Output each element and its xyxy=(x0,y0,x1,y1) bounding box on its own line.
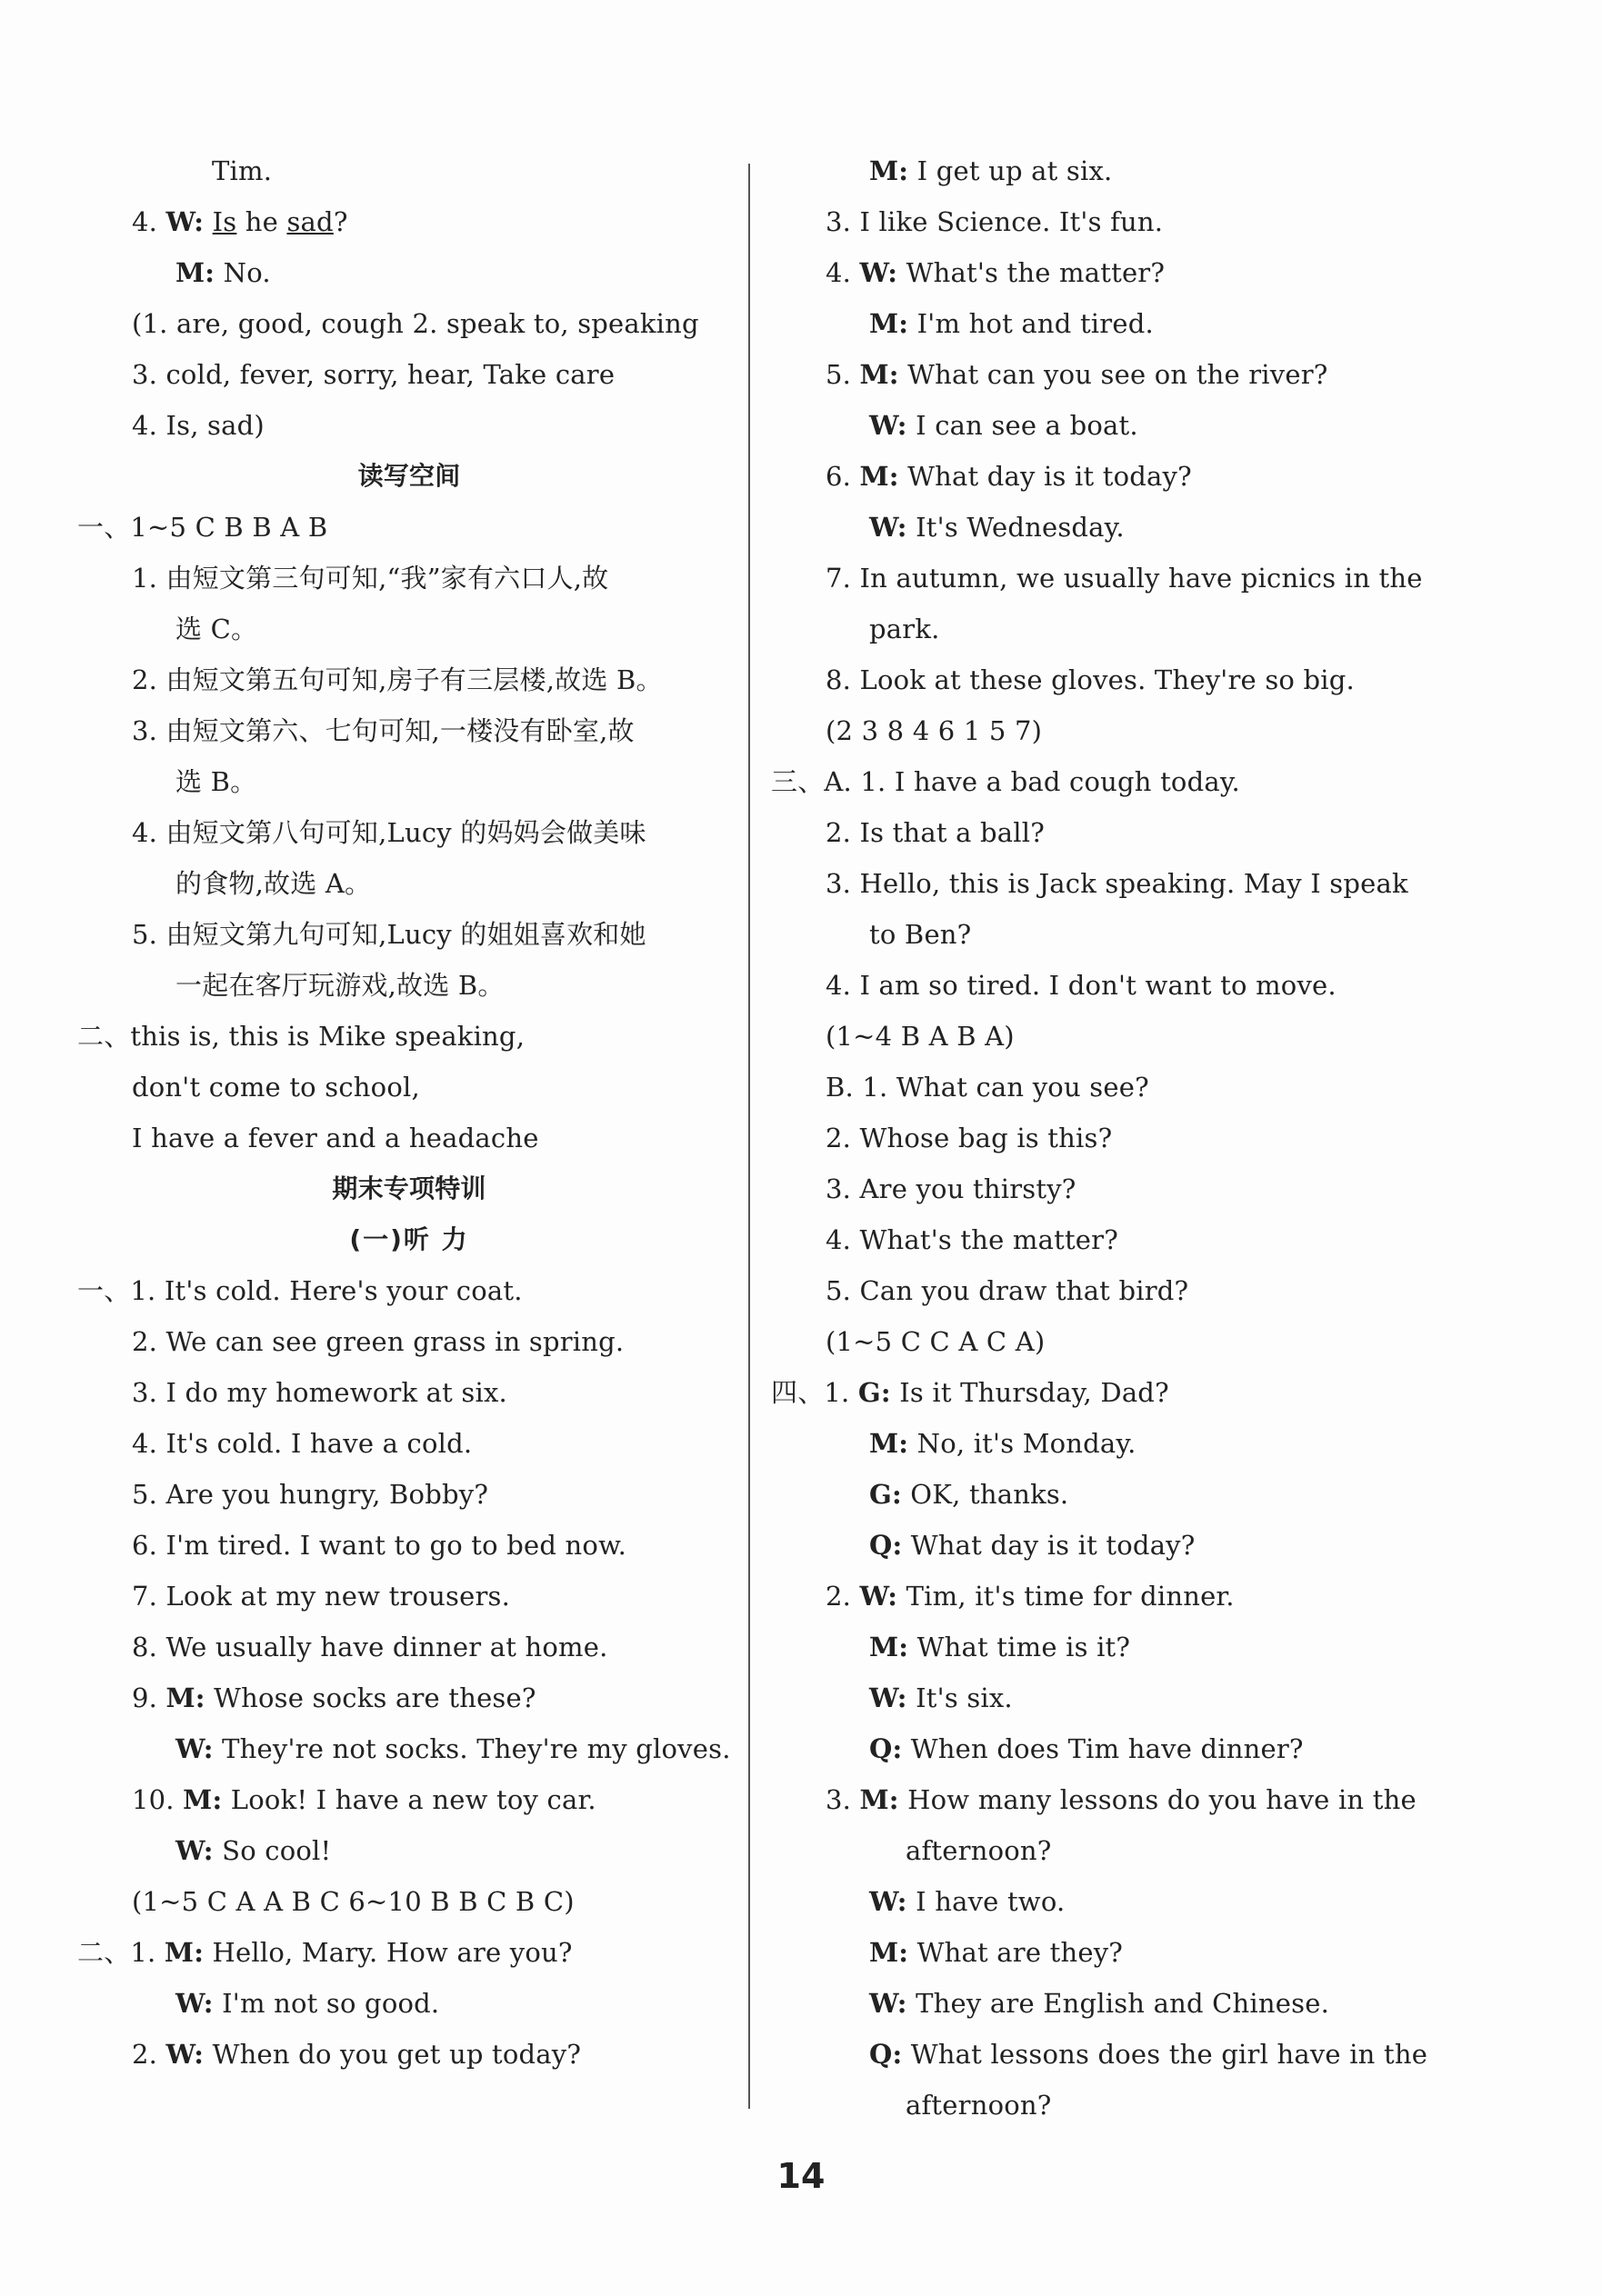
line-text: 3. Hello, this is Jack speaking. May I speak xyxy=(826,868,1408,899)
speaker-label: W: xyxy=(869,512,907,543)
speaker-label: M: xyxy=(175,257,215,288)
line-text: Look! I have a new toy car. xyxy=(230,1784,596,1815)
text-line xyxy=(77,1978,741,2029)
line-text: (1. are, good, cough 2. speak to, speaking xyxy=(132,308,699,339)
text-line xyxy=(771,1163,1462,1214)
speaker-label: M: xyxy=(869,1428,909,1459)
speaker-label: W: xyxy=(869,1682,907,1713)
speaker-label: W: xyxy=(869,1988,907,2019)
text-line xyxy=(77,1418,741,1469)
text-line xyxy=(77,1825,741,1876)
text-line xyxy=(77,1113,741,1163)
item-number: 2. xyxy=(132,2039,158,2070)
text-line xyxy=(771,1316,1462,1367)
line-text: 8. We usually have dinner at home. xyxy=(132,1632,608,1662)
line-text: don't come to school, xyxy=(132,1072,420,1103)
line-text: 4. It's cold. I have a cold. xyxy=(132,1428,473,1459)
text-line xyxy=(771,1723,1462,1774)
text-line xyxy=(771,1418,1462,1469)
section-heading xyxy=(77,1163,741,1214)
line-text: 读写空间 xyxy=(357,461,461,491)
line-text: I have two. xyxy=(916,1886,1066,1917)
item-number: 4. xyxy=(132,206,158,237)
text-line xyxy=(771,502,1462,553)
line-text: What are they? xyxy=(916,1937,1124,1968)
speaker-label: W: xyxy=(869,410,907,441)
text-line xyxy=(77,145,741,196)
line-text: afternoon? xyxy=(906,1835,1052,1866)
text-line xyxy=(771,553,1462,604)
text-line xyxy=(77,1316,741,1367)
text-line xyxy=(771,1113,1462,1163)
text-line xyxy=(771,247,1462,298)
item-number: 9. xyxy=(132,1682,158,1713)
text-line xyxy=(771,2029,1462,2080)
item-number: 2. xyxy=(826,1581,852,1612)
text-line xyxy=(77,1672,741,1723)
text-line xyxy=(77,1520,741,1571)
speaker-label: M: xyxy=(859,1784,899,1815)
right-column xyxy=(771,145,1462,2131)
line-text: No, it's Monday. xyxy=(916,1428,1136,1459)
line-text: 3. 由短文第六、七句可知,一楼没有卧室,故 xyxy=(132,715,635,746)
line-text: to Ben? xyxy=(869,919,972,950)
text-line xyxy=(77,298,741,349)
text-line xyxy=(77,1622,741,1672)
speaker-label: M: xyxy=(869,1632,909,1662)
line-text: 一、1~5 C B B A B xyxy=(77,512,328,543)
line-text: (1~4 B A B A) xyxy=(826,1021,1015,1052)
speaker-label: W: xyxy=(869,1886,907,1917)
speaker-label: W: xyxy=(859,257,898,288)
text-line xyxy=(771,1927,1462,1978)
line-text: 1. 由短文第三句可知,“我”家有六口人,故 xyxy=(132,563,609,594)
line-text: Tim, it's time for dinner. xyxy=(906,1581,1235,1612)
text-line xyxy=(77,196,741,247)
line-text: 6. I'm tired. I want to go to bed now. xyxy=(132,1530,627,1561)
line-text: afternoon? xyxy=(906,2090,1052,2121)
line-text: 2. Whose bag is this? xyxy=(826,1123,1113,1153)
column-divider xyxy=(748,164,750,2109)
text-line xyxy=(771,1672,1462,1723)
text-line xyxy=(771,451,1462,502)
text-line xyxy=(771,400,1462,451)
text-line xyxy=(771,298,1462,349)
item-number: 4. xyxy=(826,257,852,288)
section-subheading xyxy=(77,1214,741,1265)
text-line xyxy=(77,553,741,604)
text-line xyxy=(77,502,741,553)
item-number: B. xyxy=(826,1072,854,1103)
line-text: I'm hot and tired. xyxy=(916,308,1154,339)
text-line xyxy=(771,604,1462,654)
item-number: 10. xyxy=(132,1784,175,1815)
text-line xyxy=(771,960,1462,1011)
speaker-label: G: xyxy=(869,1479,902,1510)
item-number: 三、A. xyxy=(771,766,852,797)
line-text: When does Tim have dinner? xyxy=(910,1733,1304,1764)
line-text: 1. What can you see? xyxy=(862,1072,1149,1103)
line-text: 4. What's the matter? xyxy=(826,1224,1118,1255)
speaker-label: M: xyxy=(859,359,899,390)
line-text: I get up at six. xyxy=(916,155,1113,186)
text-line xyxy=(77,960,741,1011)
text-line xyxy=(77,1723,741,1774)
line-text: It's Wednesday. xyxy=(916,512,1125,543)
text-line xyxy=(77,604,741,654)
line-text: 1. I have a bad cough today. xyxy=(860,766,1240,797)
line-text: 5. 由短文第九句可知,Lucy 的姐姐喜欢和她 xyxy=(132,919,646,950)
text-line xyxy=(771,1367,1462,1418)
text-line xyxy=(771,196,1462,247)
text-line xyxy=(771,705,1462,756)
text-line xyxy=(771,756,1462,807)
line-text: They are English and Chinese. xyxy=(916,1988,1329,2019)
speaker-label: W: xyxy=(859,1581,898,1612)
text-line xyxy=(771,1622,1462,1672)
text-line xyxy=(77,2029,741,2080)
line-text: 2. Is that a ball? xyxy=(826,817,1045,848)
line-text: How many lessons do you have in the xyxy=(907,1784,1417,1815)
text-line xyxy=(77,807,741,858)
line-text: 2. We can see green grass in spring. xyxy=(132,1326,625,1357)
line-text: (一)听 力 xyxy=(349,1224,469,1254)
line-text: 3. I like Science. It's fun. xyxy=(826,206,1164,237)
speaker-label: W: xyxy=(175,1988,214,2019)
line-text: I'm not so good. xyxy=(222,1988,440,2019)
line-text: They're not socks. They're my gloves. xyxy=(222,1733,731,1764)
text-line xyxy=(771,1469,1462,1520)
text-line xyxy=(77,909,741,960)
line-text: 一、1. It's cold. Here's your coat. xyxy=(77,1275,523,1306)
text-line xyxy=(77,400,741,451)
speaker-label: M: xyxy=(859,461,899,492)
text-line xyxy=(771,1825,1462,1876)
line-text: (1~5 C C A C A) xyxy=(826,1326,1046,1357)
text-line xyxy=(77,1876,741,1927)
line-text: 的食物,故选 A。 xyxy=(175,868,372,899)
speaker-label: M: xyxy=(183,1784,223,1815)
text-line xyxy=(77,1774,741,1825)
line-text: Tim. xyxy=(212,155,273,186)
text-fragment: he xyxy=(236,206,287,237)
item-number: 5. xyxy=(826,359,852,390)
section-heading xyxy=(77,451,741,502)
text-line xyxy=(771,2080,1462,2131)
line-text: No. xyxy=(223,257,271,288)
speaker-label: Q: xyxy=(869,2039,903,2070)
line-text: When do you get up today? xyxy=(212,2039,582,2070)
text-line xyxy=(77,1571,741,1622)
text-line xyxy=(77,1062,741,1113)
text-line xyxy=(771,1011,1462,1062)
line-text: 2. 由短文第五句可知,房子有三层楼,故选 B。 xyxy=(132,664,663,695)
text-line xyxy=(771,654,1462,705)
item-number: 四、1. xyxy=(771,1377,850,1408)
line-text: 3. I do my homework at six. xyxy=(132,1377,507,1408)
text-line xyxy=(771,1978,1462,2029)
line-text: Hello, Mary. How are you? xyxy=(212,1937,573,1968)
left-column xyxy=(77,145,741,2080)
line-text: 选 C。 xyxy=(175,614,258,644)
text-line xyxy=(77,247,741,298)
line-text: What day is it today? xyxy=(910,1530,1196,1561)
text-line xyxy=(771,1214,1462,1265)
line-text: 选 B。 xyxy=(175,766,257,797)
line-text: I have a fever and a headache xyxy=(132,1123,539,1153)
line-text: 7. In autumn, we usually have picnics in the xyxy=(826,563,1423,594)
text-line xyxy=(771,1571,1462,1622)
line-text: 期末专项特训 xyxy=(332,1173,486,1203)
line-text: (1~5 C A A B C 6~10 B B C B C) xyxy=(132,1886,575,1917)
text-line xyxy=(77,349,741,400)
line-text: What lessons does the girl have in the xyxy=(910,2039,1428,2070)
line-text: 3. Are you thirsty? xyxy=(826,1173,1076,1204)
item-number: 6. xyxy=(826,461,852,492)
speaker-label: W: xyxy=(175,1835,214,1866)
speaker-label: M: xyxy=(164,1937,205,1968)
text-line xyxy=(77,858,741,909)
text-line xyxy=(77,756,741,807)
underlined-word: Is xyxy=(212,206,237,237)
text-line xyxy=(77,654,741,705)
speaker-label: Q: xyxy=(869,1733,903,1764)
speaker-label: W: xyxy=(175,1733,214,1764)
line-text: 4. 由短文第八句可知,Lucy 的妈妈会做美味 xyxy=(132,817,646,848)
line-text: 5. Are you hungry, Bobby? xyxy=(132,1479,489,1510)
text-line xyxy=(77,1265,741,1316)
line-text: I can see a boat. xyxy=(916,410,1138,441)
line-text: (2 3 8 4 6 1 5 7) xyxy=(826,715,1043,746)
line-text: What's the matter? xyxy=(906,257,1166,288)
text-line xyxy=(771,1062,1462,1113)
line-text: So cool! xyxy=(222,1835,332,1866)
line-text: 二、this is, this is Mike speaking, xyxy=(77,1021,526,1052)
line-text: It's six. xyxy=(916,1682,1013,1713)
speaker-label: W: xyxy=(165,2039,205,2070)
text-line xyxy=(771,145,1462,196)
text-line xyxy=(771,1876,1462,1927)
text-line xyxy=(771,858,1462,909)
line-text: 3. cold, fever, sorry, hear, Take care xyxy=(132,359,616,390)
text-line xyxy=(771,1774,1462,1825)
text-line xyxy=(771,807,1462,858)
line-text: 4. Is, sad) xyxy=(132,410,265,441)
line-text: Whose socks are these? xyxy=(214,1682,536,1713)
item-number: 3. xyxy=(826,1784,852,1815)
page-number: 14 xyxy=(776,2156,826,2196)
speaker-label: G: xyxy=(857,1377,891,1408)
item-number: 二、1. xyxy=(77,1937,156,1968)
line-text: park. xyxy=(869,614,940,644)
speaker-label: M: xyxy=(869,155,909,186)
text-fragment: ? xyxy=(333,206,348,237)
text-line xyxy=(771,909,1462,960)
line-text: 7. Look at my new trousers. xyxy=(132,1581,511,1612)
line-text: What time is it? xyxy=(916,1632,1131,1662)
line-text: OK, thanks. xyxy=(910,1479,1069,1510)
underlined-word: sad xyxy=(286,206,334,237)
line-text: 一起在客厅玩游戏,故选 B。 xyxy=(175,970,505,1001)
text-line xyxy=(771,349,1462,400)
text-line xyxy=(77,1469,741,1520)
text-line xyxy=(77,1011,741,1062)
speaker-label: W: xyxy=(165,206,205,237)
speaker-label: M: xyxy=(869,1937,909,1968)
speaker-label: M: xyxy=(165,1682,205,1713)
line-text: What can you see on the river? xyxy=(907,359,1328,390)
text-line xyxy=(77,1367,741,1418)
line-text: Is it Thursday, Dad? xyxy=(899,1377,1169,1408)
line-text: 8. Look at these gloves. They're so big. xyxy=(826,664,1355,695)
line-text: 5. Can you draw that bird? xyxy=(826,1275,1189,1306)
text-line xyxy=(77,1927,741,1978)
text-line xyxy=(771,1520,1462,1571)
speaker-label: Q: xyxy=(869,1530,903,1561)
text-line xyxy=(77,705,741,756)
speaker-label: M: xyxy=(869,308,909,339)
line-text: 4. I am so tired. I don't want to move. xyxy=(826,970,1337,1001)
text-line xyxy=(771,1265,1462,1316)
line-text: What day is it today? xyxy=(907,461,1192,492)
